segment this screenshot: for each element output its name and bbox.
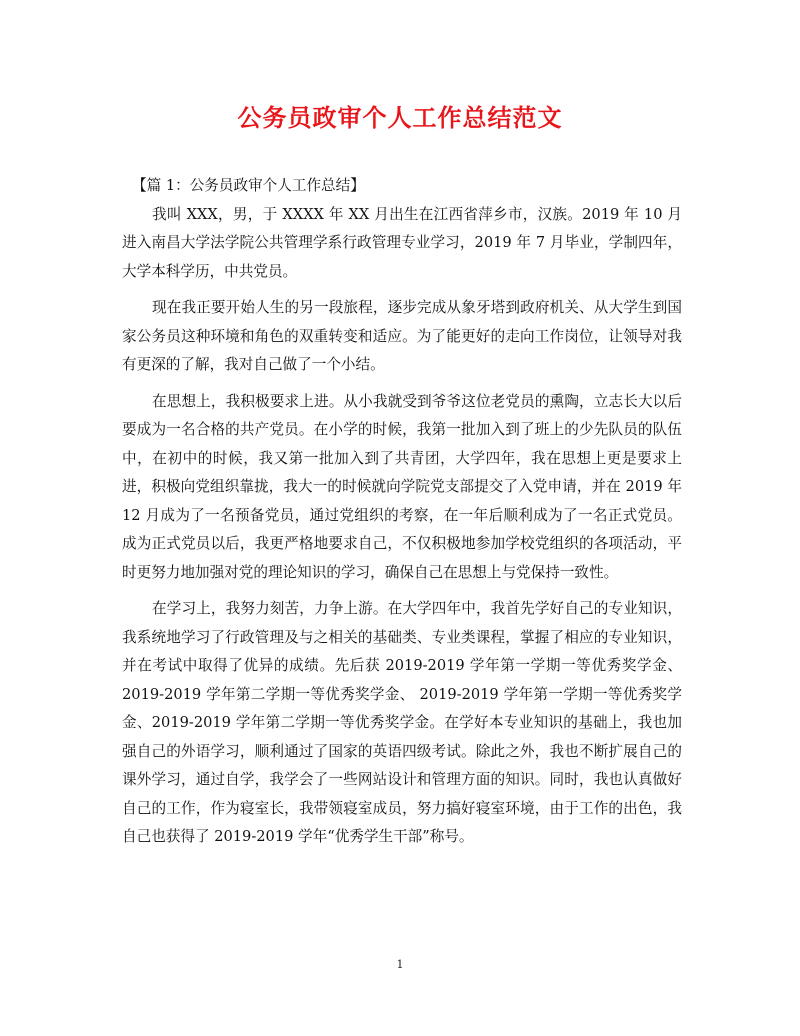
page-number: 1 <box>396 958 404 971</box>
paragraph-study: 在学习上，我努力刻苦，力争上游。在大学四年中，我首先学好自己的专业知识，我系统地学习了行政管理及与之相关的基础类、专业类课程，掌握了相应的专业知识，并在考试中取得了优异的成绩。先后获 2019-2019 学年第一学期一等优秀奖学金、2019-2019 学年第二学期一等优秀奖学金、 2019-2019 学年第一学期一等优秀奖学金、2019-2019 学年第二学期一等优秀奖学金。在学好本专业知识的基础上，我也加强自己的外语学习，顺利通过了国家的英语四级考试。除此之外，我也不断扩展自己的课外学习，通过自学，我学会了一些网站设计和管理方面的知识。同时，我也认真做好自己的工作，作为寝室长，我带领寝室成员，努力搞好寝室环境，由于工作的出色，我自己也获得了 2019-2019 学年“优秀学生干部”称号。 <box>122 600 682 845</box>
paragraph-ideology: 在思想上，我积极要求上进。从小我就受到爷爷这位老党员的熏陶，立志长大以后要成为一名合格的共产党员。在小学的时候，我第一批加入到了班上的少先队员的队伍中，在初中的时候，我又第一批加入到了共青团，大学四年，我在思想上更是要求上进，积极向党组织靠拢，我大一的时候就向学院党支部提交了入党申请，并在 2019 年 12 月成为了一名预备党员，通过党组织的考察，在一年后顺利成为了一名正式党员。成为正式党员以后，我更严格地要求自己，不仅积极地参加学校党组织的各项活动，平时更努力地加强对党的理论知识的学习，确保自己在思想上与党保持一致性。 <box>122 392 682 581</box>
page-title: 公务员政审个人工作总结范文 <box>237 103 563 132</box>
paragraph-introduction: 现在我正要开始人生的另一段旅程，逐步完成从象牙塔到政府机关、从大学生到国家公务员这种环境和角色的双重转变和适应。为了能更好的走向工作岗位，让领导对我有更深的了解，我对自己做了一个小结。 <box>122 299 682 373</box>
document-body <box>122 172 682 860</box>
paragraph-personal-info: 我叫 XXX，男，于 XXXX 年 XX 月出生在江西省萍乡市，汉族。2019 年 10 月进入南昌大学法学院公共管理学系行政管理专业学习，2019 年 7 月毕业，学制四年，大学本科学历，中共党员。 <box>122 205 682 280</box>
section-heading: 【篇 1：公务员政审个人工作总结】 <box>132 177 365 194</box>
